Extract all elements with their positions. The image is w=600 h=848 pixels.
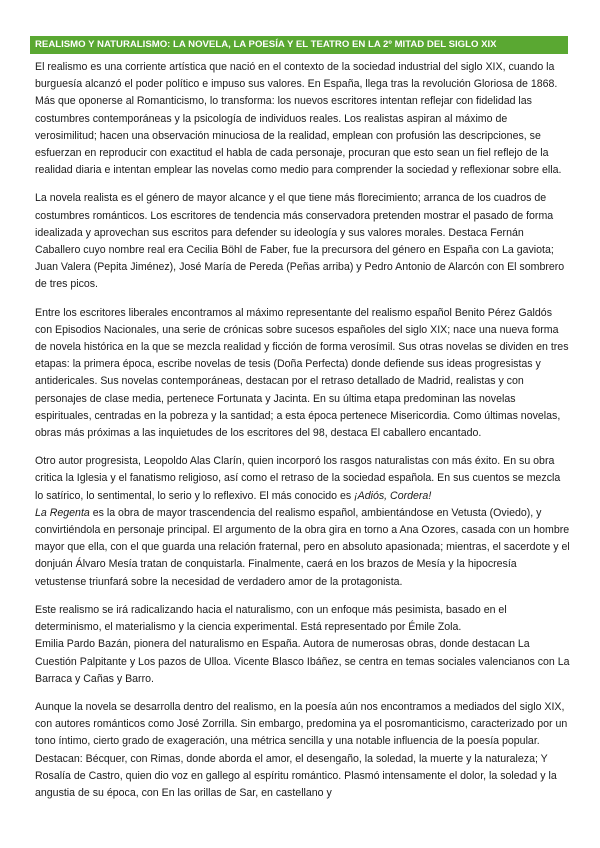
paragraph-realist-novel: La novela realista es el género de mayor alcance y el que tiene más florecimiento; arranca de los cuadros de costumbres románticos. Los escritores de tendencia más conservadora pretenden mostrar el pasado de forma idealizada y aprovechan sus escritos para defender su ideología y sus valores morales. Destaca Fernán Caballero cuyo nombre real era Cecilia Böhl de Faber, fue la precursora del género en España con La gaviota; Juan Valera (Pepita Jiménez), José María de Pereda (Peñas arriba) y Pedro Antonio de Alarcón con El sombrero de tres picos. bbox=[35, 192, 565, 291]
document-body bbox=[35, 59, 570, 802]
clarin-text-a: Otro autor progresista, Leopoldo Alas Clarín, quien incorporó los rasgos naturalistas con más éxito. En su obra critica la Iglesia y el fanatismo religioso, así como el retraso de la sociedad española. En sus cuentos se mezcla lo satírico, lo sentimental, lo serio y lo reflexivo. El más conocido es bbox=[35, 455, 561, 502]
clarin-text-b: es la obra de mayor trascendencia del realismo español, ambientándose en Vetusta (Oviedo), y convirtiéndola en personaje principal. El argumento de la obra gira en torno a Ana Ozores, casada con un hombre mayor que ella, con el que guarda una relación fraternal, pero en absoluto apasionada; mientras, el sacerdote y el donjuán Álvaro Mesía tratan de conquistarla. Finalmente, caerá en los brazos de Mesía y la hipocresía vetustense triunfará sobre la necesidad de verdadero amor de la protagonista. bbox=[35, 506, 570, 588]
paragraph-naturalism bbox=[35, 602, 570, 688]
paragraph-poetry: Aunque la novela se desarrolla dentro del realismo, en la poesía aún nos encontramos a mediados del siglo XIX, con autores románticos como José Zorrilla. Sin embargo, predomina ya el posromanticismo, caracterizado por un tono íntimo, cierto grado de exageración, una métrica sencilla y una notable influencia de la poesía popular. Destacan: Bécquer, con Rimas, donde aborda el amor, el desengaño, la soledad, la muerte y la naturaleza; Y Rosalía de Castro, quien dio voz en gallego al espíritu romántico. Plasmó intensamente el dolor, la soledad y la angustia de su época, con En las orillas de Sar, en castellano y bbox=[35, 700, 568, 799]
paragraph-clarin bbox=[35, 453, 570, 591]
la-regenta-title: La Regenta bbox=[35, 506, 90, 519]
adios-cordera-title: ¡Adiós, Cordera! bbox=[354, 489, 432, 502]
paragraph-galdos: Entre los escritores liberales encontramos al máximo representante del realismo español Benito Pérez Galdós con Episodios Nacionales, una serie de crónicas sobre sucesos españoles del siglo XIX; nace una nueva forma de novela histórica en la que se mezcla realidad y ficción de forma verosímil. Sus otras novelas se dividen en tres etapas: la primera época, escribe novelas de tesis (Doña Perfecta) donde defiende sus ideas progresistas y antidericales. Sus novelas contemporáneas, destacan por el retraso detallado de Madrid, realistas y con personajes de clase media, pertenece Fortunata y Jacinta. En su última etapa predominan las novelas espirituales, centradas en la pobreza y la santidad; a esta época pertenece Misericordia. Como últimas novelas, obras más próximas a las inquietudes de los escritores del 98, destaca El caballero encantado. bbox=[35, 306, 569, 440]
naturalism-text-b: Emilia Pardo Bazán, pionera del naturalismo en España. Autora de numerosas obras, donde destacan La Cuestión Palpitante y Los pazos de Ulloa. Vicente Blasco Ibáñez, se centra en temas sociales valencianos con La Barraca y Cañas y Barro. bbox=[35, 638, 570, 685]
section-title: REALISMO Y NATURALISMO: LA NOVELA, LA POESÍA Y EL TEATRO EN LA 2º MITAD DEL SIGLO XIX bbox=[30, 36, 568, 54]
naturalism-text-a: Este realismo se irá radicalizando hacia el naturalismo, con un enfoque más pesimista, basado en el determinismo, el materialismo y la ciencia experimental. Está representado por Émile Zola. bbox=[35, 603, 507, 634]
paragraph-realism-intro: El realismo es una corriente artística que nació en el contexto de la sociedad industrial del siglo XIX, cuando la burguesía alcanzó el poder político e impuso sus valores. En España, llega tras la revolución Gloriosa de 1868. Más que oponerse al Romanticismo, lo transforma: los nuevos escritores intentan reflejar con fidelidad las costumbres contemporáneas y la psicología de individuos reales. Los realistas aspiran al máximo de verosimilitud; hacen una observación minuciosa de la realidad, emplean con profusión las descripciones, se esfuerzan en reproducir con exactitud el habla de cada personaje, procuran que esto sean un fiel reflejo de la realidad diaria e intentan emplear las novelas como medio para comprender la sociedad y reflexionar sobre ella. bbox=[35, 61, 562, 177]
